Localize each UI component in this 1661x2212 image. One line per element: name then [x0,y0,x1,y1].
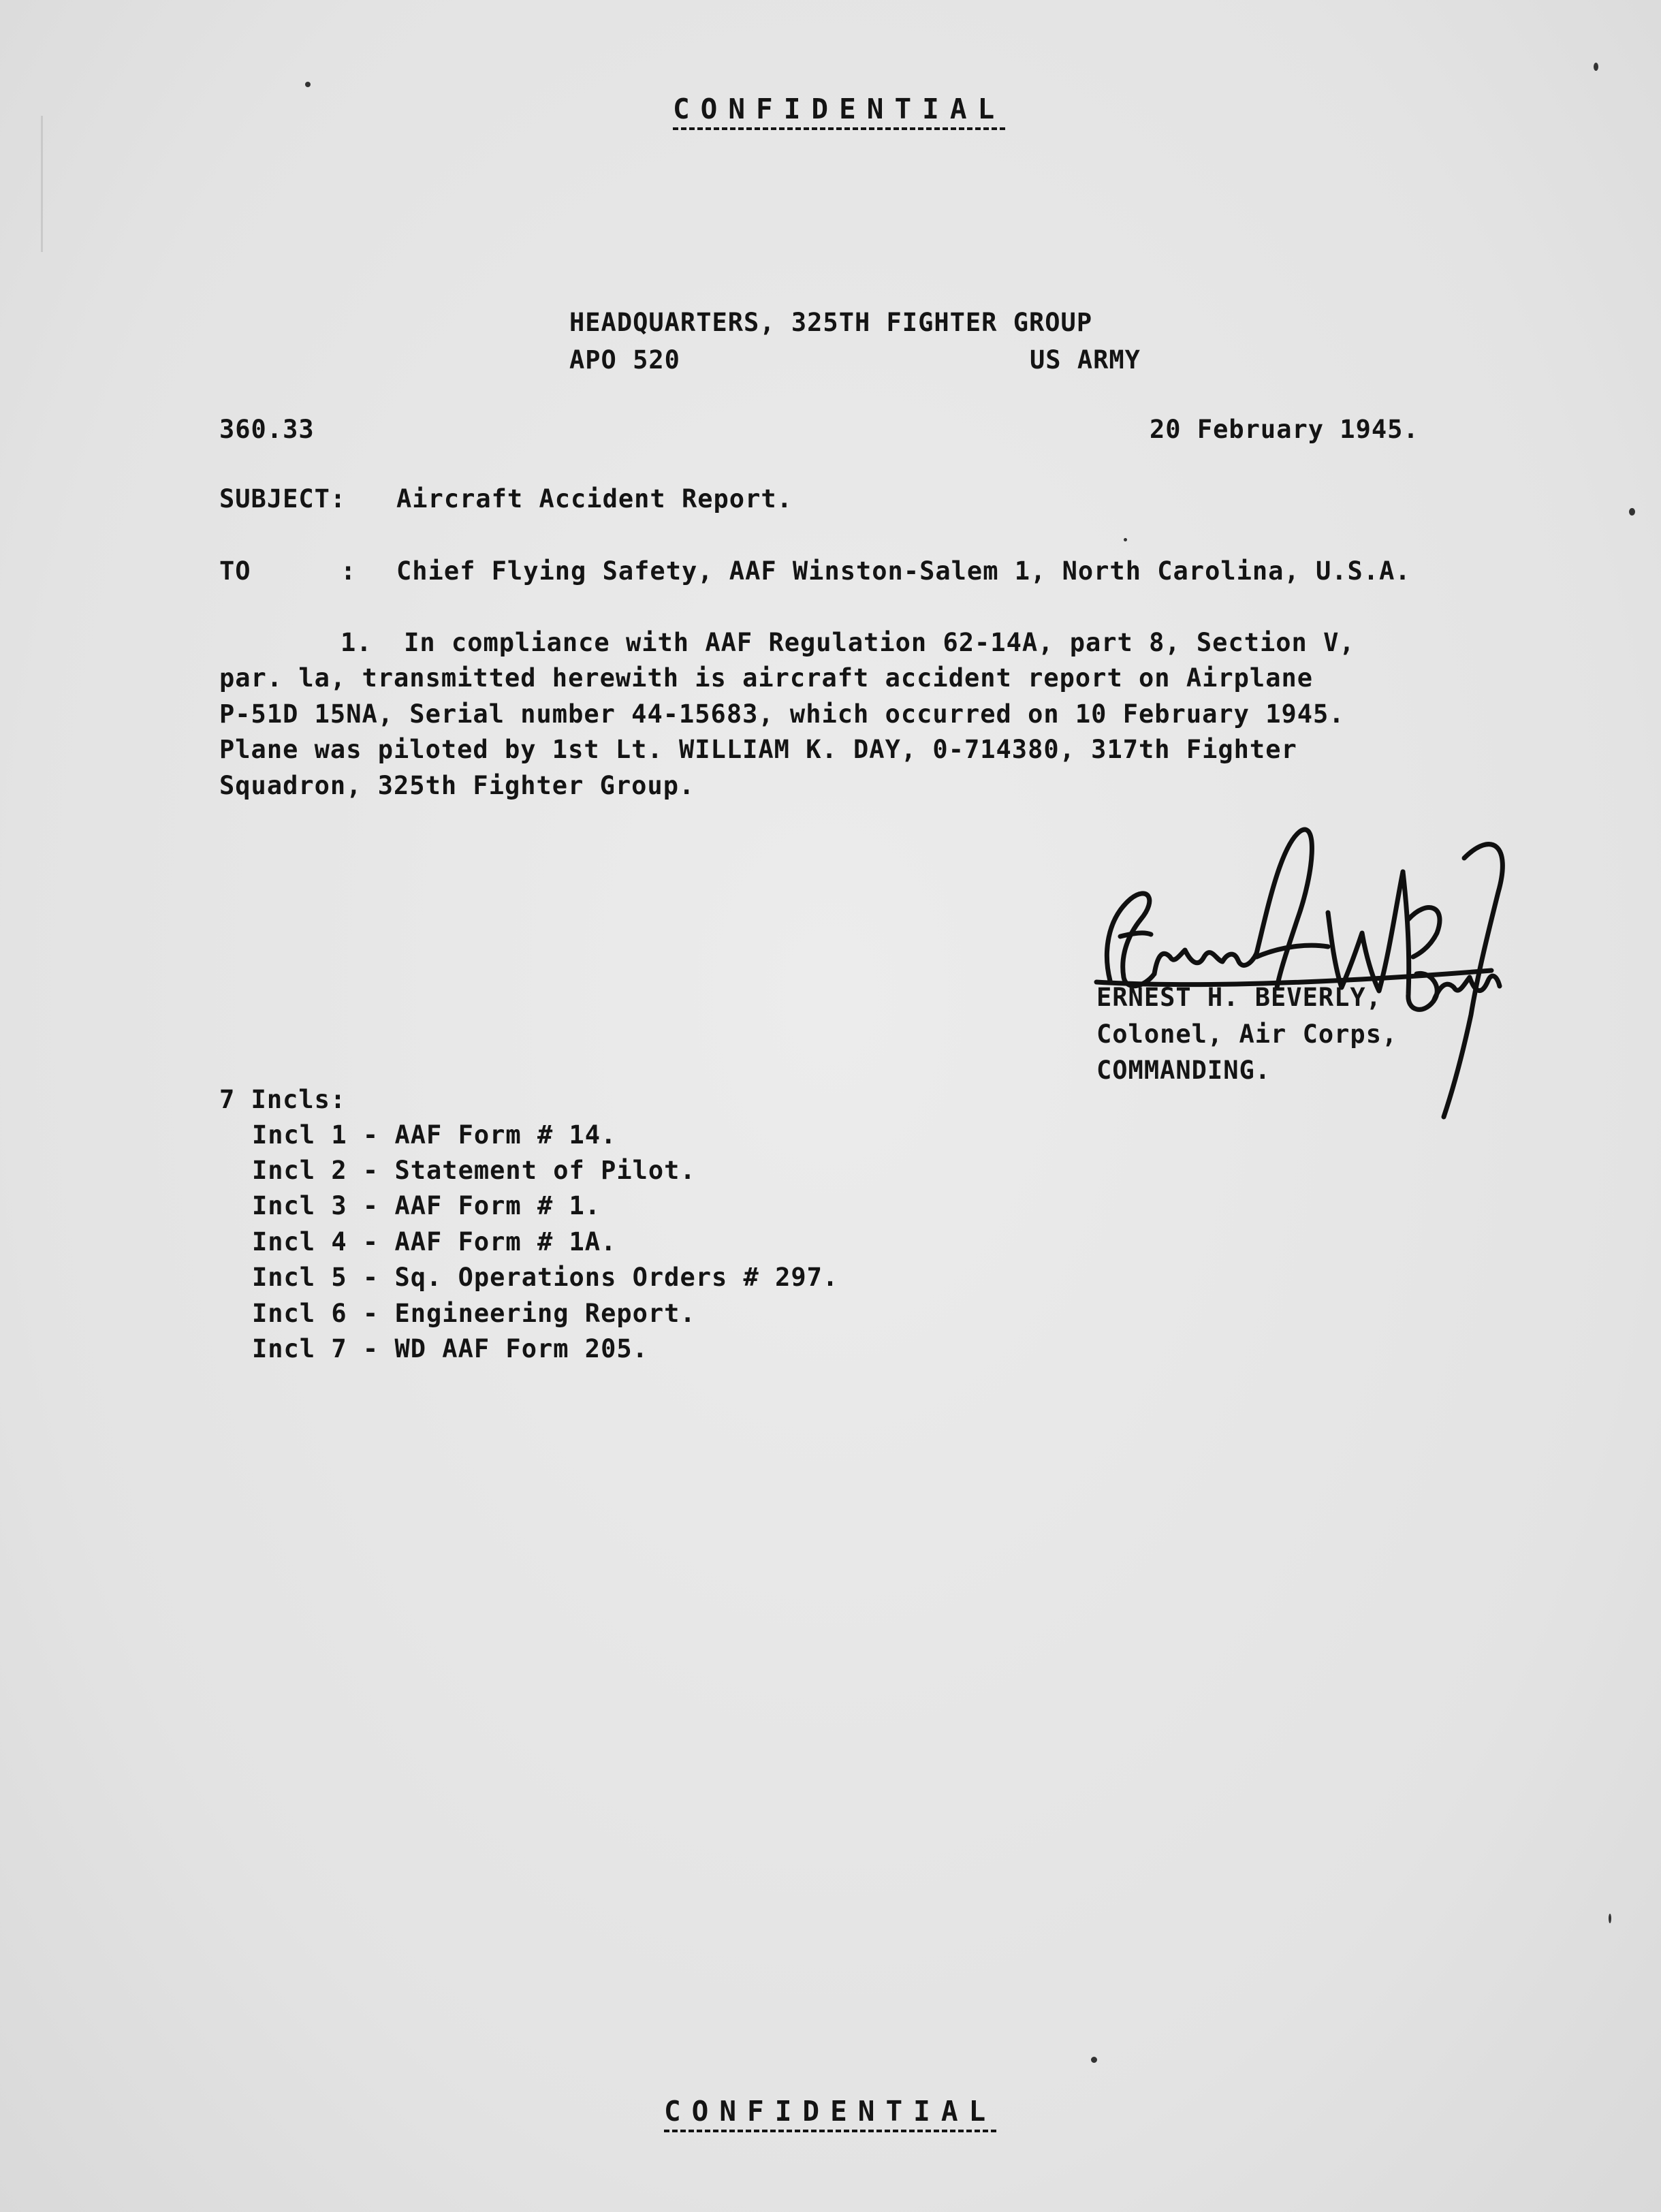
scan-speck [305,82,311,87]
body-line: Plane was piloted by 1st Lt. WILLIAM K. DAY, 0-714380, 317th Fighter [219,735,1297,764]
to-separator: : [341,556,357,586]
apo-line: APO 520 [569,345,680,375]
subject-label: SUBJECT: [219,484,347,514]
org-line: HEADQUARTERS, 325TH FIGHTER GROUP [569,308,1093,337]
classification-top: CONFIDENTIAL [673,95,1005,130]
body-line: 1. In compliance with AAF Regulation 62-14A, part 8, Section V, [341,628,1355,657]
body-line: Squadron, 325th Fighter Group. [219,771,695,800]
scan-speck [1629,508,1635,516]
subject-text: Aircraft Accident Report. [396,484,793,514]
scan-speck [1609,1914,1611,1923]
enclosure-item: Incl 7 - WD AAF Form 205. [252,1334,648,1363]
signer-rank: Colonel, Air Corps, [1096,1020,1398,1049]
classification-bottom: CONFIDENTIAL [664,2098,996,2132]
body-line: P-51D 15NA, Serial number 44-15683, which occurred on 10 February 1945. [219,699,1345,729]
scan-speck [1091,2057,1097,2063]
body-line: par. la, transmitted herewith is aircraft accident report on Airplane [219,663,1314,693]
to-label: TO [219,556,251,586]
enclosure-item: Incl 5 - Sq. Operations Orders # 297. [252,1263,839,1292]
to-recipient: Chief Flying Safety, AAF Winston-Salem 1, North Carolina, U.S.A. [396,556,1411,586]
enclosure-item: Incl 4 - AAF Form # 1A. [252,1227,617,1257]
signer-role: COMMANDING. [1096,1056,1271,1085]
scan-speck [1594,63,1598,71]
enclosure-item: Incl 1 - AAF Form # 14. [252,1120,617,1150]
signer-name: ERNEST H. BEVERLY, [1096,983,1382,1012]
enclosure-item: Incl 2 - Statement of Pilot. [252,1156,696,1185]
enclosures-heading: 7 Incls: [219,1085,347,1114]
enclosure-item: Incl 3 - AAF Form # 1. [252,1191,601,1220]
scan-speck [1124,538,1127,541]
letter-date: 20 February 1945. [1150,415,1419,444]
scan-edge-mark [41,116,43,252]
enclosure-item: Incl 6 - Engineering Report. [252,1299,696,1328]
file-reference: 360.33 [219,415,315,444]
army-line: US ARMY [1030,345,1141,375]
